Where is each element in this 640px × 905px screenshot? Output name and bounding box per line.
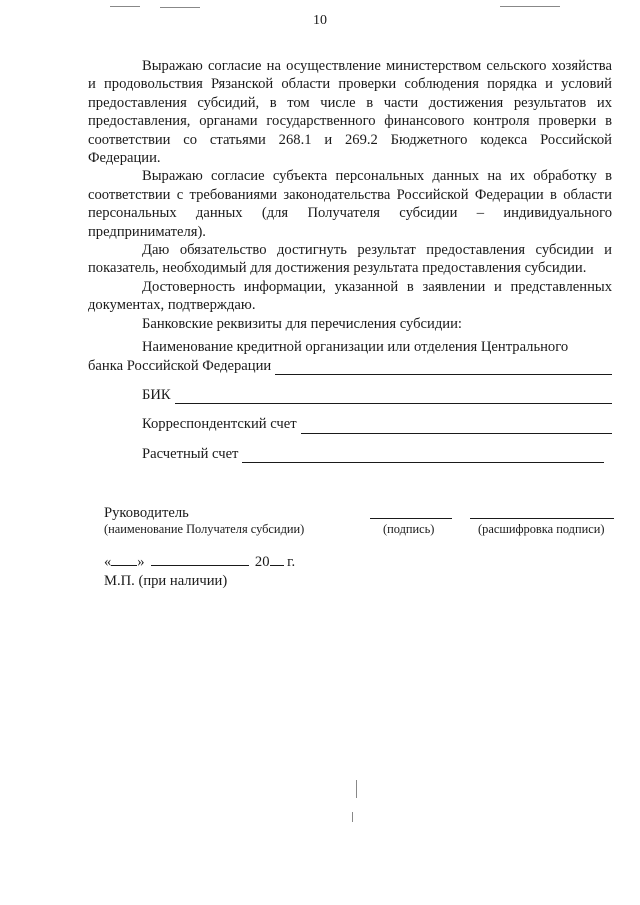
bik-blank [175, 389, 612, 404]
signature-head-caption: (наименование Получателя субсидии) [104, 522, 305, 536]
date-year-blank [270, 553, 284, 566]
paragraph-bank-details-heading: Банковские реквизиты для перечисления субсидии: [142, 315, 462, 332]
signature-decode-caption: (расшифровка подписи) [478, 522, 605, 536]
scan-speck [352, 812, 353, 822]
settlement-account-blank [242, 448, 604, 463]
paragraph-reliability: Достоверность информации, указанной в заявлении и представленных документах, подтверждаю. [88, 278, 612, 314]
paragraph-obligation: Даю обязательство достигнуть результат предоставления субсидии и показатель, необходимый для достижения результата предоставления субсидии. [88, 242, 612, 277]
date-open-quote: « [104, 554, 112, 570]
signature-decode-blank [470, 518, 614, 519]
scan-speck [500, 6, 560, 7]
corr-account-label: Корреспондентский счет [142, 416, 297, 433]
signature-blank [370, 518, 452, 519]
bik-field [88, 386, 612, 404]
bank-name-field [88, 357, 612, 375]
date-close-quote: » [137, 554, 145, 570]
bank-name-label-line2: банка Российской Федерации [88, 357, 272, 374]
date-year-prefix: 20 [254, 554, 270, 570]
settlement-account-field [88, 445, 612, 463]
corr-account-field [88, 415, 612, 433]
stamp-label: М.П. (при наличии) [104, 573, 228, 589]
scan-speck [160, 7, 200, 8]
date-day-blank [111, 553, 137, 566]
signature-sign-caption: (подпись) [383, 522, 435, 536]
scan-speck [110, 6, 140, 7]
page-number: 10 [313, 13, 327, 28]
scan-speck [356, 780, 357, 798]
date-month-blank [151, 553, 249, 566]
date-line [104, 553, 295, 571]
paragraph-consent-inspection: Выражаю согласие на осуществление министерством сельского хозяйства и продовольствия Рязанской области проверки соблюдения порядка и условий предоставления субсидий, в том числе в части достижения результатов их предоставления, органами государственного финансового контроля проверки в соответствии со статьями 268.1 и 269.2 Бюджетного кодекса Российской Федерации. [88, 58, 612, 167]
document-body [88, 57, 612, 463]
corr-account-blank [301, 419, 612, 434]
signature-head-label: Руководитель [104, 505, 189, 521]
date-year-suffix: г. [287, 554, 296, 570]
settlement-account-label: Расчетный счет [142, 445, 239, 462]
bik-label: БИК [142, 386, 171, 403]
paragraph-consent-personal-data: Выражаю согласие субъекта персональных данных на их обработку в соответствии с требованиями законодательства Российской Федерации в области персональных данных (для Получателя субсидии – индивидуального предпринимателя). [88, 168, 612, 240]
bank-name-label-line1: Наименование кредитной организации или отделения Центрального [142, 339, 569, 356]
bank-name-blank [275, 360, 612, 375]
